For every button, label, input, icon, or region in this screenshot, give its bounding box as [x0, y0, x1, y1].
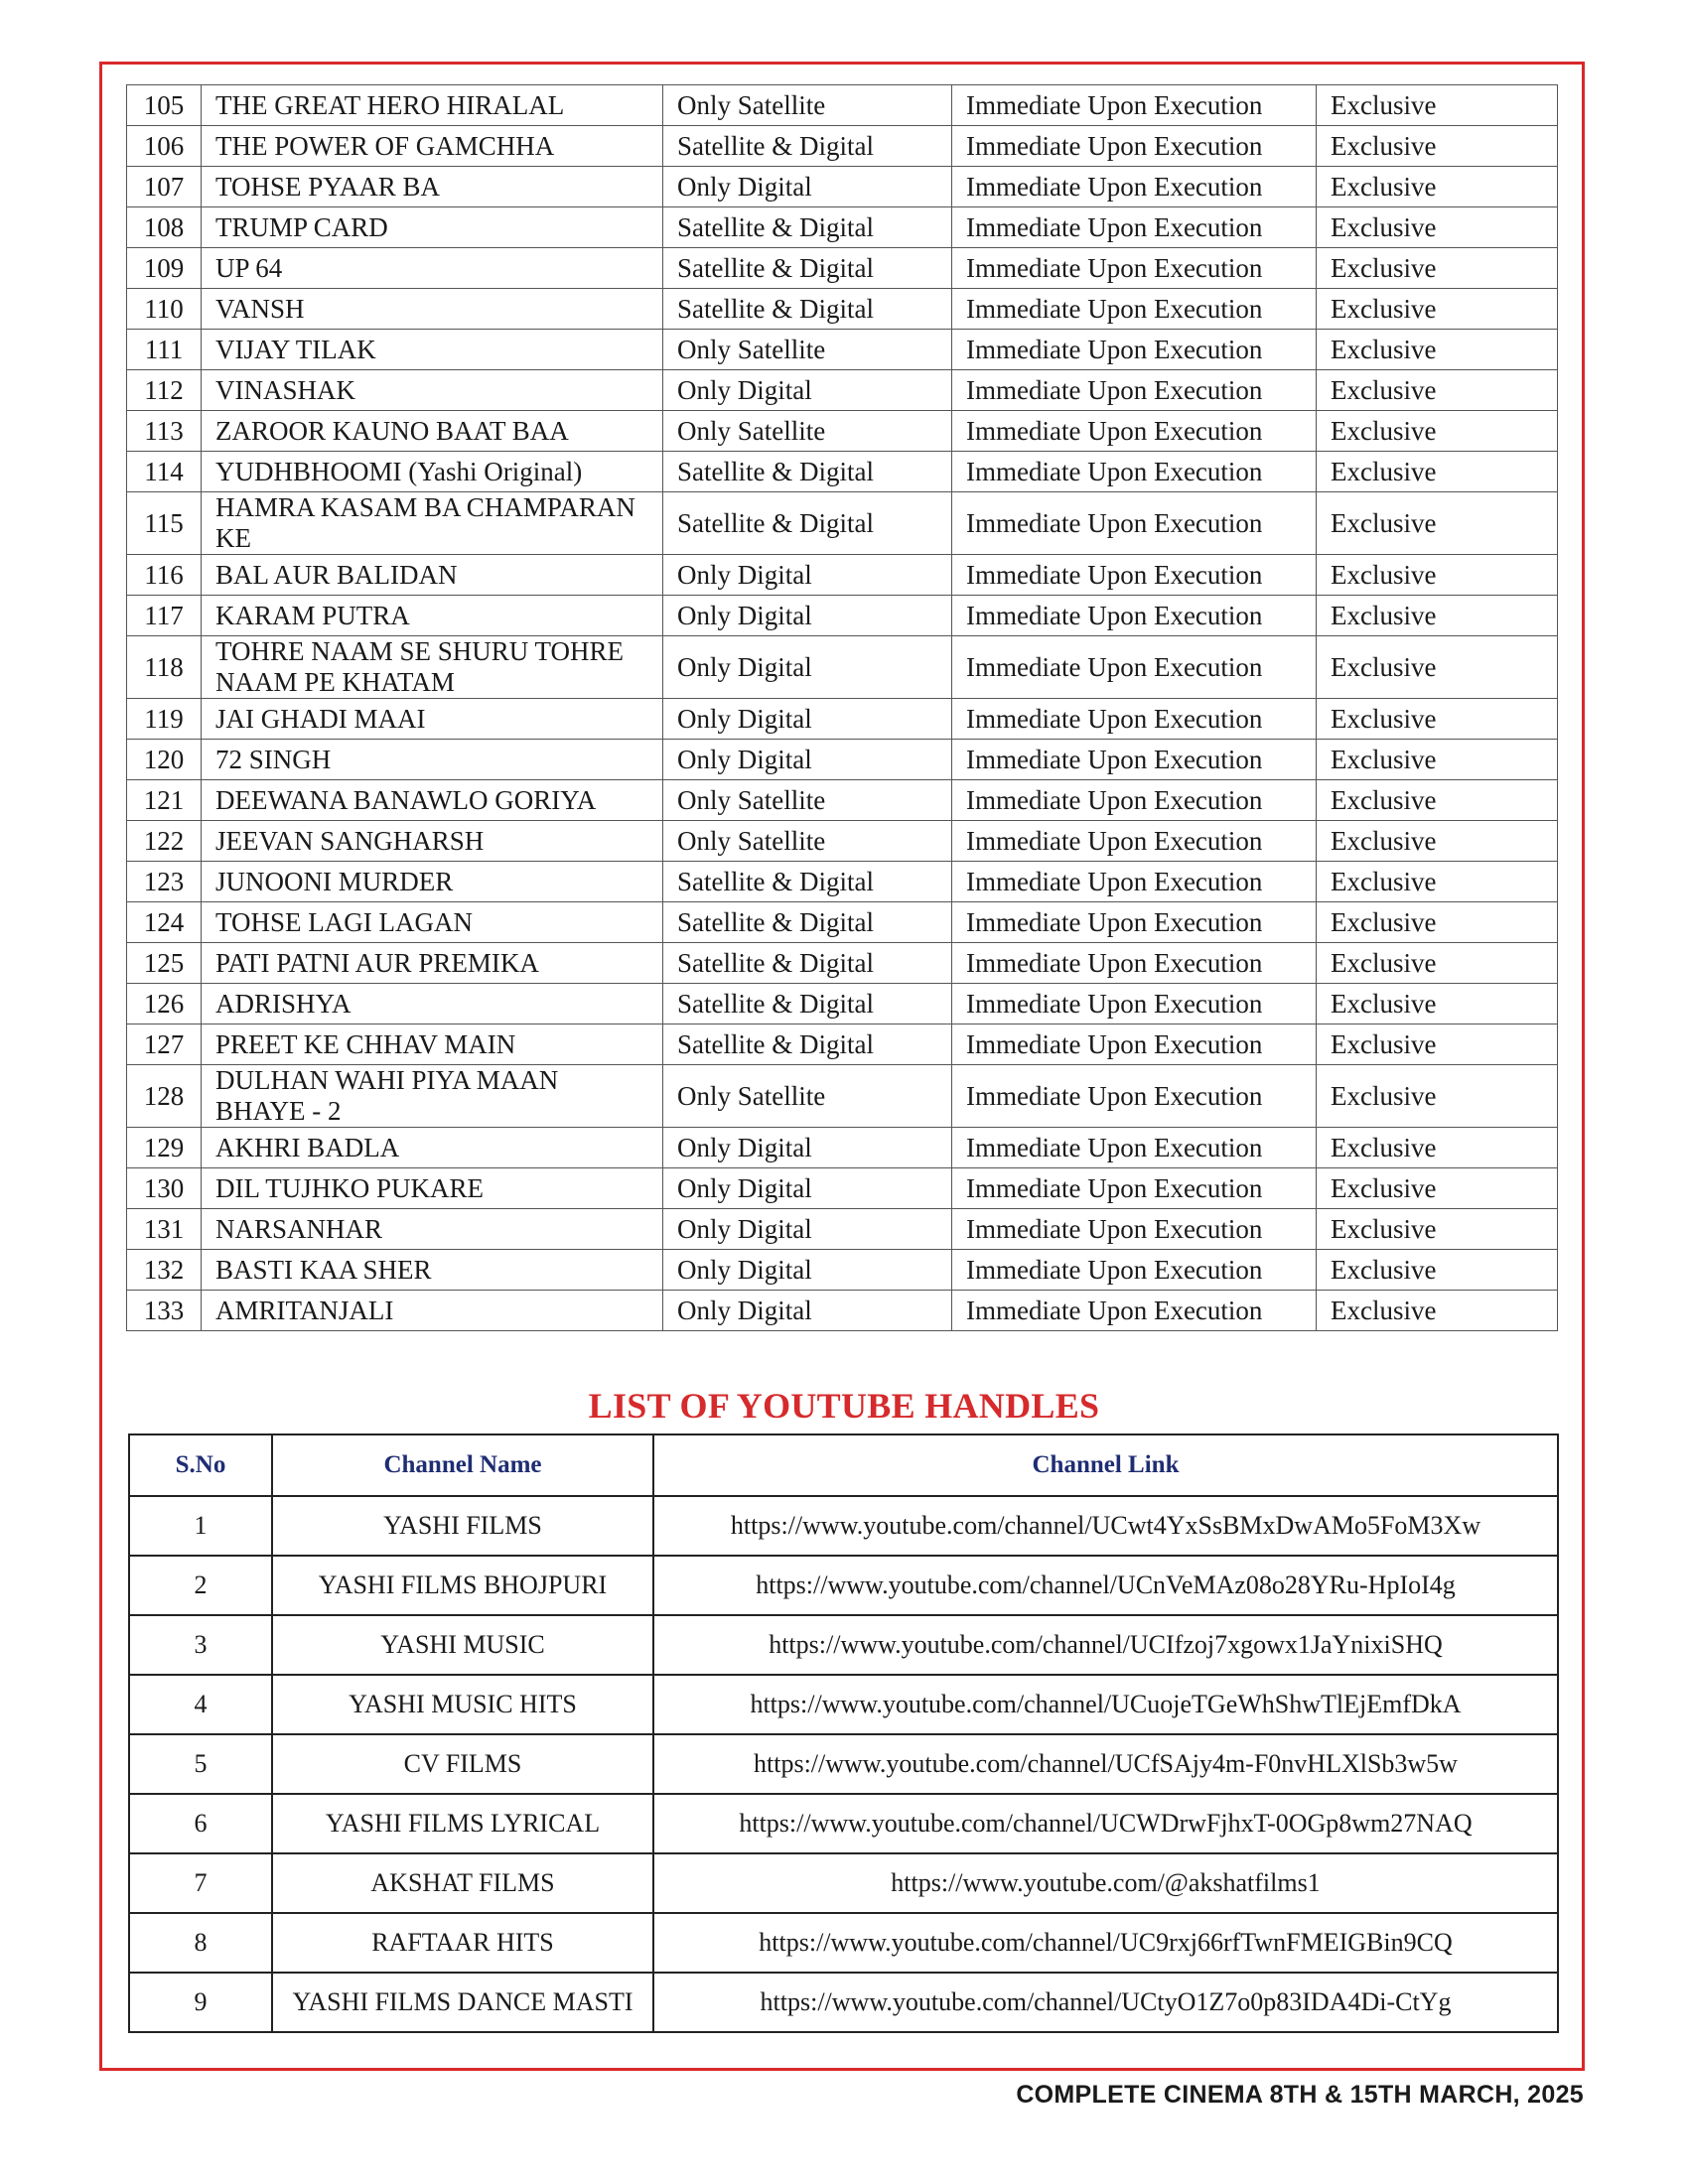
- table-row: [127, 862, 1558, 902]
- channel-sno: 9: [129, 1973, 272, 2032]
- rights-type: Only Satellite: [663, 330, 952, 370]
- license-period: Immediate Upon Execution: [952, 1024, 1317, 1065]
- film-title: NARSANHAR: [202, 1209, 663, 1250]
- channel-name: YASHI FILMS BHOJPURI: [272, 1556, 653, 1615]
- film-title: YUDHBHOOMI (Yashi Original): [202, 452, 663, 492]
- license-exclusivity: Exclusive: [1317, 289, 1558, 330]
- license-period: Immediate Upon Execution: [952, 207, 1317, 248]
- channel-link[interactable]: https://www.youtube.com/channel/UC9rxj66rfTwnFMEIGBin9CQ: [653, 1913, 1558, 1973]
- license-exclusivity: Exclusive: [1317, 1291, 1558, 1331]
- header-sno: S.No: [129, 1434, 272, 1496]
- film-title: TOHSE PYAAR BA: [202, 167, 663, 207]
- rights-type: Satellite & Digital: [663, 452, 952, 492]
- youtube-handles-table: [128, 1433, 1559, 2033]
- channel-link[interactable]: https://www.youtube.com/channel/UCWDrwFjhxT-0OGp8wm27NAQ: [653, 1794, 1558, 1853]
- film-number: 115: [127, 492, 202, 555]
- film-title: ADRISHYA: [202, 984, 663, 1024]
- table-row: [127, 126, 1558, 167]
- table-row: [127, 596, 1558, 636]
- film-number: 129: [127, 1128, 202, 1168]
- film-title: DULHAN WAHI PIYA MAAN BHAYE - 2: [202, 1065, 663, 1128]
- license-exclusivity: Exclusive: [1317, 370, 1558, 411]
- license-exclusivity: Exclusive: [1317, 699, 1558, 740]
- license-exclusivity: Exclusive: [1317, 1209, 1558, 1250]
- license-period: Immediate Upon Execution: [952, 167, 1317, 207]
- channel-sno: 4: [129, 1675, 272, 1734]
- youtube-handles-heading: LIST OF YOUTUBE HANDLES: [588, 1386, 1100, 1426]
- film-number: 131: [127, 1209, 202, 1250]
- rights-type: Only Digital: [663, 1168, 952, 1209]
- table-row: [129, 1794, 1558, 1853]
- film-number: 119: [127, 699, 202, 740]
- license-exclusivity: Exclusive: [1317, 984, 1558, 1024]
- channel-name: CV FILMS: [272, 1734, 653, 1794]
- rights-type: Only Satellite: [663, 85, 952, 126]
- table-row: [129, 1675, 1558, 1734]
- film-number: 127: [127, 1024, 202, 1065]
- channel-sno: 7: [129, 1853, 272, 1913]
- film-title: HAMRA KASAM BA CHAMPARAN KE: [202, 492, 663, 555]
- license-period: Immediate Upon Execution: [952, 984, 1317, 1024]
- license-exclusivity: Exclusive: [1317, 862, 1558, 902]
- film-title: VIJAY TILAK: [202, 330, 663, 370]
- film-title: AMRITANJALI: [202, 1291, 663, 1331]
- header-channel-link: Channel Link: [653, 1434, 1558, 1496]
- film-title: DEEWANA BANAWLO GORIYA: [202, 780, 663, 821]
- film-title: JEEVAN SANGHARSH: [202, 821, 663, 862]
- license-period: Immediate Upon Execution: [952, 289, 1317, 330]
- table-row: [129, 1973, 1558, 2032]
- table-row: [127, 902, 1558, 943]
- table-row: [127, 492, 1558, 555]
- license-period: Immediate Upon Execution: [952, 1209, 1317, 1250]
- license-period: Immediate Upon Execution: [952, 821, 1317, 862]
- channel-link[interactable]: https://www.youtube.com/channel/UCtyO1Z7o0p83IDA4Di-CtYg: [653, 1973, 1558, 2032]
- license-period: Immediate Upon Execution: [952, 636, 1317, 699]
- license-exclusivity: Exclusive: [1317, 555, 1558, 596]
- license-period: Immediate Upon Execution: [952, 452, 1317, 492]
- channel-name: YASHI FILMS: [272, 1496, 653, 1556]
- table-row: [129, 1853, 1558, 1913]
- license-period: Immediate Upon Execution: [952, 492, 1317, 555]
- rights-type: Satellite & Digital: [663, 902, 952, 943]
- license-period: Immediate Upon Execution: [952, 1291, 1317, 1331]
- film-number: 125: [127, 943, 202, 984]
- rights-type: Only Digital: [663, 699, 952, 740]
- film-title: THE GREAT HERO HIRALAL: [202, 85, 663, 126]
- film-title: UP 64: [202, 248, 663, 289]
- license-period: Immediate Upon Execution: [952, 370, 1317, 411]
- table-row: [127, 85, 1558, 126]
- license-period: Immediate Upon Execution: [952, 330, 1317, 370]
- license-exclusivity: Exclusive: [1317, 902, 1558, 943]
- channel-link[interactable]: https://www.youtube.com/channel/UCuojeTGeWhShwTlEjEmfDkA: [653, 1675, 1558, 1734]
- film-title: KARAM PUTRA: [202, 596, 663, 636]
- license-period: Immediate Upon Execution: [952, 943, 1317, 984]
- license-period: Immediate Upon Execution: [952, 902, 1317, 943]
- table-row: [127, 289, 1558, 330]
- table-row: [127, 1024, 1558, 1065]
- rights-type: Only Digital: [663, 636, 952, 699]
- channel-sno: 8: [129, 1913, 272, 1973]
- film-number: 114: [127, 452, 202, 492]
- youtube-table-header-row: [129, 1434, 1558, 1496]
- film-number: 112: [127, 370, 202, 411]
- film-number: 133: [127, 1291, 202, 1331]
- license-period: Immediate Upon Execution: [952, 740, 1317, 780]
- channel-link[interactable]: https://www.youtube.com/channel/UCfSAjy4m-F0nvHLXlSb3w5w: [653, 1734, 1558, 1794]
- film-title: DIL TUJHKO PUKARE: [202, 1168, 663, 1209]
- film-title: AKHRI BADLA: [202, 1128, 663, 1168]
- rights-type: Only Digital: [663, 740, 952, 780]
- table-row: [129, 1615, 1558, 1675]
- film-number: 109: [127, 248, 202, 289]
- film-number: 116: [127, 555, 202, 596]
- rights-type: Only Digital: [663, 555, 952, 596]
- channel-link[interactable]: https://www.youtube.com/channel/UCnVeMAz08o28YRu-HpIoI4g: [653, 1556, 1558, 1615]
- film-title: THE POWER OF GAMCHHA: [202, 126, 663, 167]
- license-exclusivity: Exclusive: [1317, 780, 1558, 821]
- film-title: TRUMP CARD: [202, 207, 663, 248]
- table-row: [127, 167, 1558, 207]
- license-period: Immediate Upon Execution: [952, 596, 1317, 636]
- license-exclusivity: Exclusive: [1317, 596, 1558, 636]
- license-exclusivity: Exclusive: [1317, 1128, 1558, 1168]
- film-title: PATI PATNI AUR PREMIKA: [202, 943, 663, 984]
- table-row: [129, 1556, 1558, 1615]
- license-period: Immediate Upon Execution: [952, 862, 1317, 902]
- table-row: [127, 207, 1558, 248]
- film-number: 113: [127, 411, 202, 452]
- license-exclusivity: Exclusive: [1317, 943, 1558, 984]
- youtube-table-body: [129, 1496, 1558, 2032]
- rights-type: Satellite & Digital: [663, 248, 952, 289]
- film-number: 106: [127, 126, 202, 167]
- table-row: [127, 1168, 1558, 1209]
- channel-sno: 2: [129, 1556, 272, 1615]
- rights-type: Satellite & Digital: [663, 289, 952, 330]
- rights-type: Only Satellite: [663, 821, 952, 862]
- table-row: [127, 740, 1558, 780]
- channel-name: YASHI FILMS LYRICAL: [272, 1794, 653, 1853]
- channel-link[interactable]: https://www.youtube.com/channel/UCwt4YxSsBMxDwAMo5FoM3Xw: [653, 1496, 1558, 1556]
- table-row: [127, 1065, 1558, 1128]
- rights-type: Only Satellite: [663, 411, 952, 452]
- rights-type: Only Satellite: [663, 1065, 952, 1128]
- license-period: Immediate Upon Execution: [952, 411, 1317, 452]
- license-exclusivity: Exclusive: [1317, 740, 1558, 780]
- license-period: Immediate Upon Execution: [952, 699, 1317, 740]
- table-row: [127, 984, 1558, 1024]
- film-number: 111: [127, 330, 202, 370]
- channel-name: YASHI MUSIC HITS: [272, 1675, 653, 1734]
- channel-sno: 6: [129, 1794, 272, 1853]
- film-number: 110: [127, 289, 202, 330]
- license-exclusivity: Exclusive: [1317, 1168, 1558, 1209]
- license-exclusivity: Exclusive: [1317, 126, 1558, 167]
- table-row: [127, 821, 1558, 862]
- film-title: BAL AUR BALIDAN: [202, 555, 663, 596]
- channel-sno: 1: [129, 1496, 272, 1556]
- channel-name: YASHI FILMS DANCE MASTI: [272, 1973, 653, 2032]
- film-rights-table-body: [127, 85, 1558, 1331]
- film-title: JAI GHADI MAAI: [202, 699, 663, 740]
- rights-type: Only Digital: [663, 1291, 952, 1331]
- film-title: TOHSE LAGI LAGAN: [202, 902, 663, 943]
- rights-type: Only Digital: [663, 1128, 952, 1168]
- license-exclusivity: Exclusive: [1317, 1065, 1558, 1128]
- film-number: 118: [127, 636, 202, 699]
- table-row: [129, 1913, 1558, 1973]
- film-number: 126: [127, 984, 202, 1024]
- rights-type: Only Digital: [663, 1209, 952, 1250]
- license-exclusivity: Exclusive: [1317, 411, 1558, 452]
- license-period: Immediate Upon Execution: [952, 126, 1317, 167]
- film-title: 72 SINGH: [202, 740, 663, 780]
- channel-name: AKSHAT FILMS: [272, 1853, 653, 1913]
- table-row: [127, 1128, 1558, 1168]
- film-number: 107: [127, 167, 202, 207]
- footer-publication-line: COMPLETE CINEMA 8TH & 15TH MARCH, 2025: [1016, 2081, 1584, 2109]
- license-exclusivity: Exclusive: [1317, 636, 1558, 699]
- rights-type: Satellite & Digital: [663, 126, 952, 167]
- rights-type: Satellite & Digital: [663, 207, 952, 248]
- header-channel-name: Channel Name: [272, 1434, 653, 1496]
- table-row: [127, 248, 1558, 289]
- film-title: VANSH: [202, 289, 663, 330]
- film-number: 108: [127, 207, 202, 248]
- license-exclusivity: Exclusive: [1317, 492, 1558, 555]
- film-title: ZAROOR KAUNO BAAT BAA: [202, 411, 663, 452]
- channel-name: YASHI MUSIC: [272, 1615, 653, 1675]
- license-period: Immediate Upon Execution: [952, 1128, 1317, 1168]
- channel-sno: 5: [129, 1734, 272, 1794]
- table-row: [127, 943, 1558, 984]
- license-exclusivity: Exclusive: [1317, 85, 1558, 126]
- table-row: [127, 370, 1558, 411]
- license-period: Immediate Upon Execution: [952, 555, 1317, 596]
- film-number: 120: [127, 740, 202, 780]
- channel-link[interactable]: https://www.youtube.com/channel/UCIfzoj7xgowx1JaYnixiSHQ: [653, 1615, 1558, 1675]
- license-exclusivity: Exclusive: [1317, 248, 1558, 289]
- table-row: [127, 1209, 1558, 1250]
- rights-type: Satellite & Digital: [663, 984, 952, 1024]
- table-row: [127, 699, 1558, 740]
- film-number: 128: [127, 1065, 202, 1128]
- rights-type: Satellite & Digital: [663, 1024, 952, 1065]
- table-row: [127, 1250, 1558, 1291]
- film-title: PREET KE CHHAV MAIN: [202, 1024, 663, 1065]
- table-row: [129, 1734, 1558, 1794]
- license-period: Immediate Upon Execution: [952, 85, 1317, 126]
- film-number: 117: [127, 596, 202, 636]
- rights-type: Only Digital: [663, 370, 952, 411]
- license-period: Immediate Upon Execution: [952, 1065, 1317, 1128]
- table-row: [129, 1496, 1558, 1556]
- rights-type: Satellite & Digital: [663, 862, 952, 902]
- license-period: Immediate Upon Execution: [952, 780, 1317, 821]
- rights-type: Satellite & Digital: [663, 943, 952, 984]
- film-number: 121: [127, 780, 202, 821]
- license-exclusivity: Exclusive: [1317, 167, 1558, 207]
- rights-type: Only Satellite: [663, 780, 952, 821]
- channel-link[interactable]: https://www.youtube.com/@akshatfilms1: [653, 1853, 1558, 1913]
- film-number: 132: [127, 1250, 202, 1291]
- license-exclusivity: Exclusive: [1317, 1024, 1558, 1065]
- license-exclusivity: Exclusive: [1317, 1250, 1558, 1291]
- film-number: 123: [127, 862, 202, 902]
- film-number: 105: [127, 85, 202, 126]
- table-row: [127, 780, 1558, 821]
- film-number: 124: [127, 902, 202, 943]
- film-number: 122: [127, 821, 202, 862]
- license-period: Immediate Upon Execution: [952, 1168, 1317, 1209]
- table-row: [127, 452, 1558, 492]
- rights-type: Satellite & Digital: [663, 492, 952, 555]
- license-period: Immediate Upon Execution: [952, 248, 1317, 289]
- license-exclusivity: Exclusive: [1317, 207, 1558, 248]
- license-exclusivity: Exclusive: [1317, 821, 1558, 862]
- table-row: [127, 411, 1558, 452]
- license-exclusivity: Exclusive: [1317, 452, 1558, 492]
- table-row: [127, 330, 1558, 370]
- license-exclusivity: Exclusive: [1317, 330, 1558, 370]
- rights-type: Only Digital: [663, 167, 952, 207]
- channel-sno: 3: [129, 1615, 272, 1675]
- film-number: 130: [127, 1168, 202, 1209]
- rights-type: Only Digital: [663, 1250, 952, 1291]
- table-row: [127, 1291, 1558, 1331]
- rights-type: Only Digital: [663, 596, 952, 636]
- license-period: Immediate Upon Execution: [952, 1250, 1317, 1291]
- table-row: [127, 636, 1558, 699]
- film-title: VINASHAK: [202, 370, 663, 411]
- film-rights-table: [126, 84, 1558, 1331]
- film-title: TOHRE NAAM SE SHURU TOHRE NAAM PE KHATAM: [202, 636, 663, 699]
- film-title: JUNOONI MURDER: [202, 862, 663, 902]
- channel-name: RAFTAAR HITS: [272, 1913, 653, 1973]
- table-row: [127, 555, 1558, 596]
- film-title: BASTI KAA SHER: [202, 1250, 663, 1291]
